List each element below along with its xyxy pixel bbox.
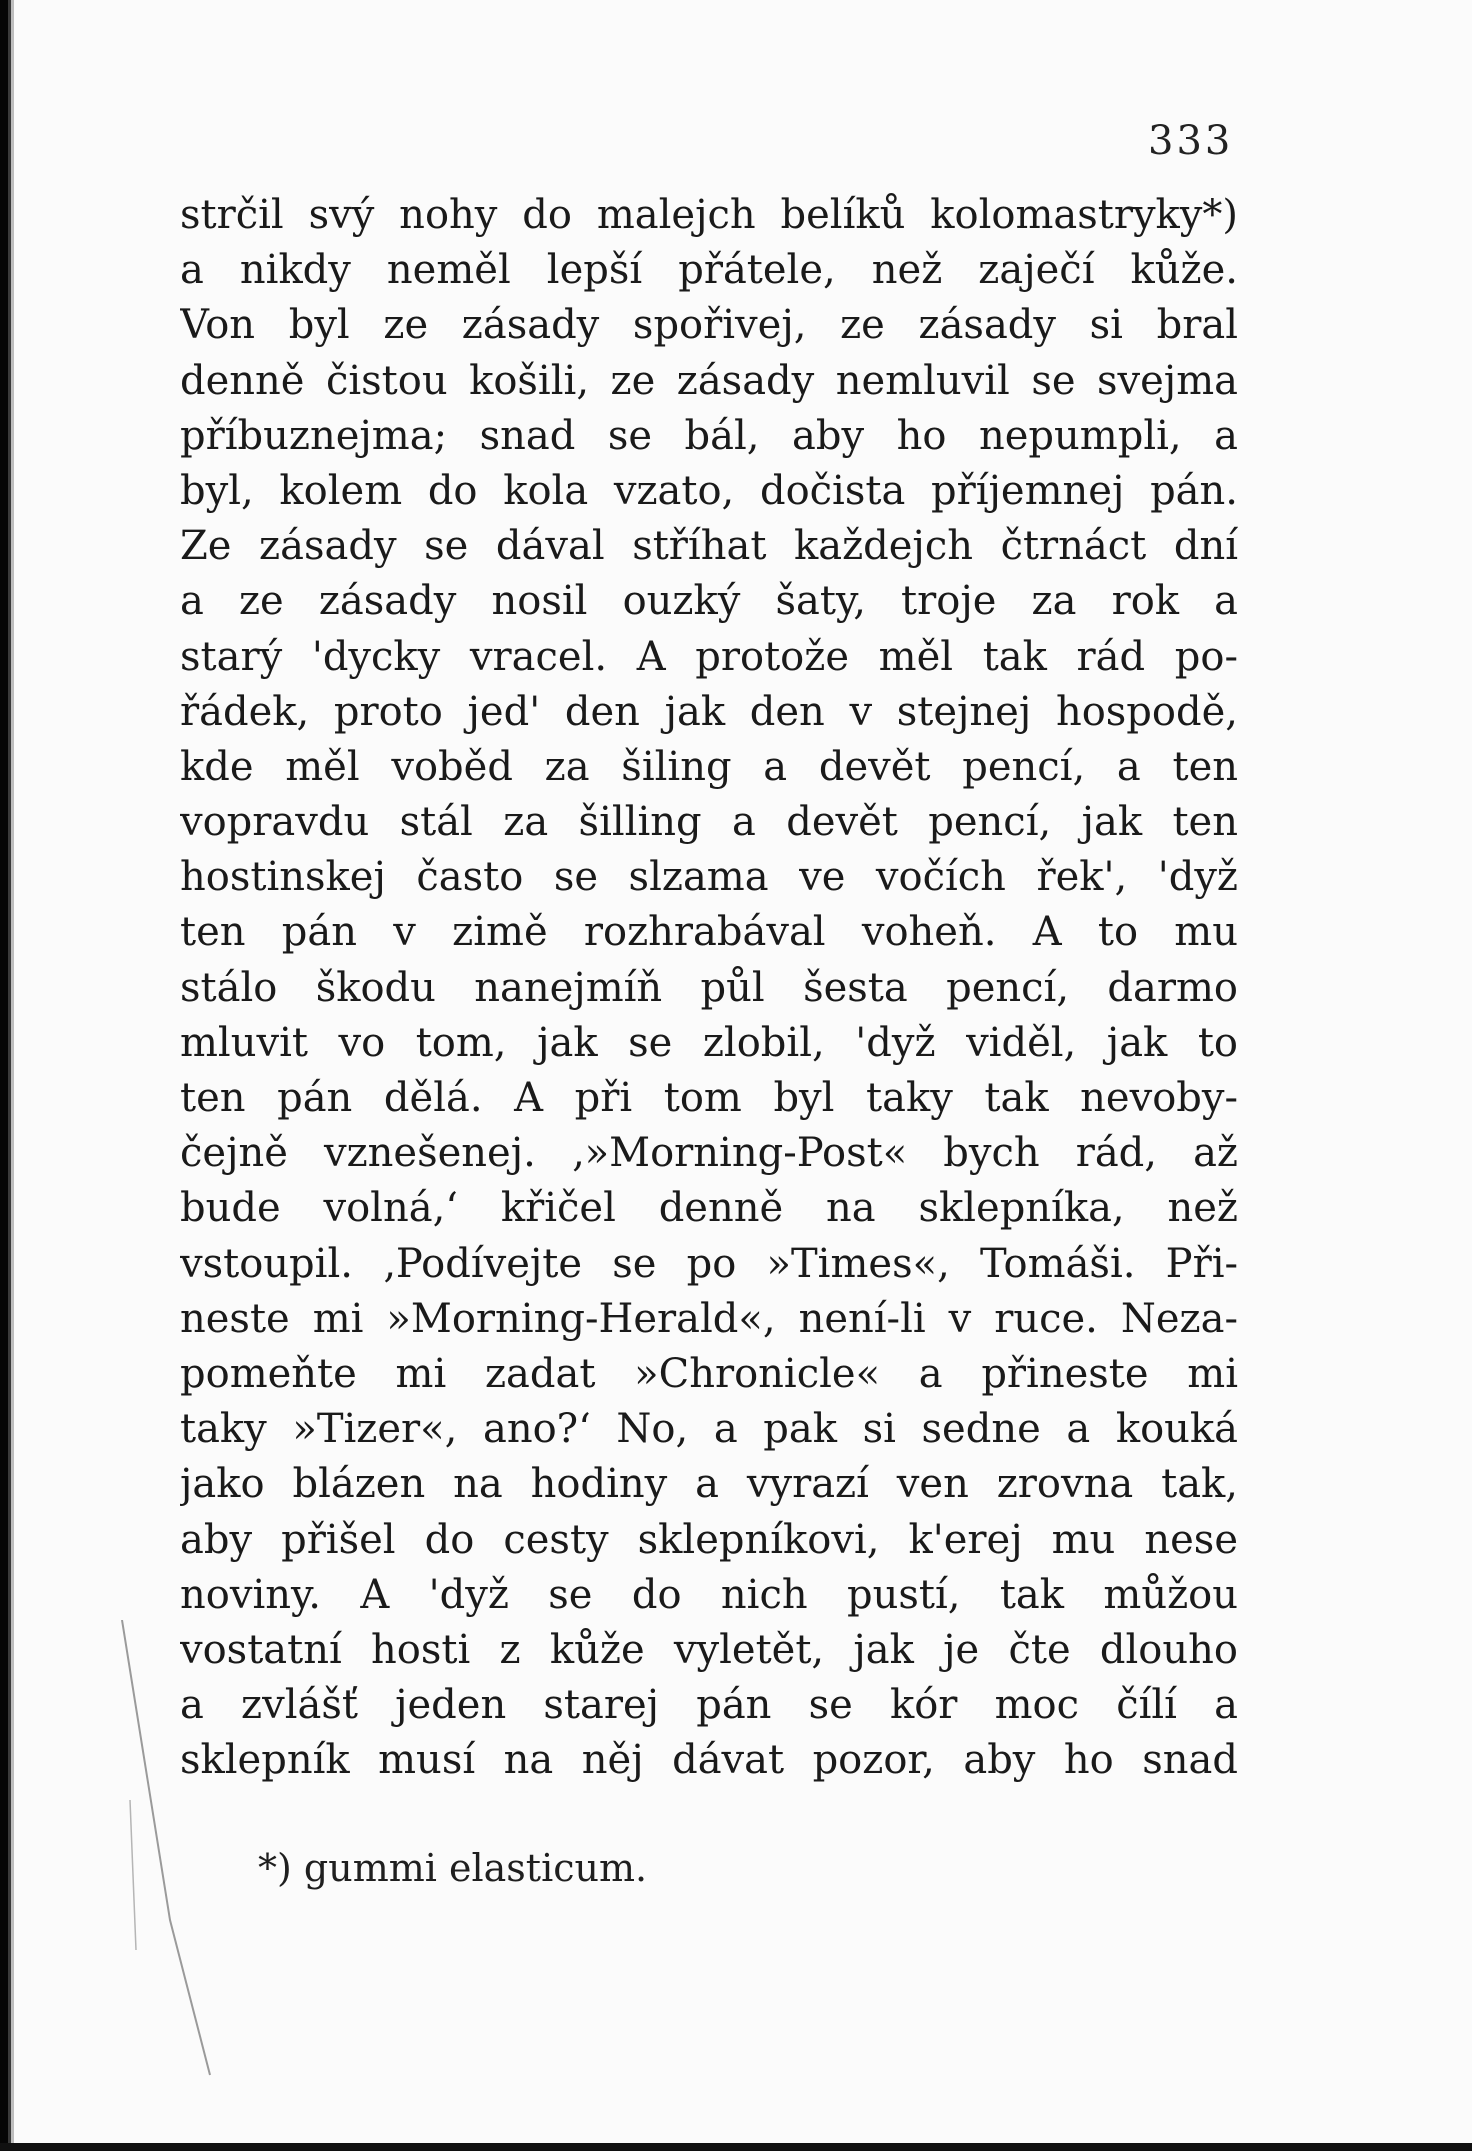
text-line: příbuznejma; snad se bál, aby ho nepumpli, a — [180, 412, 1238, 459]
text-line: a ze zásady nosil ouzký šaty, troje za rok a — [180, 578, 1238, 625]
text-line: řádek, proto jed' den jak den v stejnej hospodě, — [180, 688, 1238, 735]
text-line: vopravdu stál za šilling a devět pencí, jak ten — [180, 799, 1238, 846]
text-line: jako blázen na hodiny a vyrazí ven zrovna tak, — [180, 1461, 1238, 1508]
text-line: stálo škodu nanejmíň půl šesta pencí, darmo — [180, 964, 1238, 1011]
footnote: *) gummi elasticum. — [258, 1846, 648, 1890]
text-line: Ze zásady se dával stříhat každejch čtrnáct dní — [180, 523, 1238, 570]
text-line: ten pán dělá. A při tom byl taky tak nevoby- — [180, 1075, 1238, 1121]
text-line: starý 'dycky vracel. A protože měl tak rád po- — [180, 633, 1238, 680]
text-line: mluvit vo tom, jak se zlobil, 'dyž viděl, jak to — [180, 1019, 1238, 1066]
text-line: neste mi »Morning-Herald«, není-li v ruce. Neza- — [180, 1295, 1238, 1342]
text-line: vostatní hosti z kůže vyletět, jak je čte dlouho — [180, 1626, 1238, 1673]
text-line: strčil svý nohy do malejch belíků kolomastryky*) — [180, 192, 1238, 238]
text-line: aby přišel do cesty sklepníkovi, k'erej mu nese — [180, 1516, 1238, 1563]
page-number: 333 — [1148, 118, 1234, 164]
text-line: vstoupil. ‚Podívejte se po »Times«, Tomáši. Při- — [180, 1240, 1238, 1287]
text-line: kde měl voběd za šiling a devět pencí, a ten — [180, 743, 1238, 790]
text-line: hostinskej často se slzama ve vočích řek', 'dyž — [180, 854, 1238, 901]
text-line: ten pán v zimě rozhrabával voheň. A to mu — [180, 909, 1238, 956]
page-bottom-edge — [0, 2143, 1472, 2151]
text-line: pomeňte mi zadat »Chronicle« a přineste mi — [180, 1350, 1238, 1397]
book-binding-edge — [0, 0, 14, 2151]
text-line: denně čistou košili, ze zásady nemluvil se svejma — [180, 357, 1238, 404]
scan-fold-mark — [110, 1620, 220, 2080]
body-text — [180, 188, 1238, 1788]
text-line: a nikdy neměl lepší přátele, než zaječí kůže. — [180, 247, 1238, 294]
text-line: čejně vznešenej. ‚»Morning-Post« bych rád, až — [180, 1130, 1238, 1177]
text-line: byl, kolem do kola vzato, dočista příjemnej pán. — [180, 467, 1238, 514]
text-line: a zvlášť jeden starej pán se kór moc čílí a — [180, 1682, 1238, 1729]
text-line: Von byl ze zásady spořivej, ze zásady si bral — [180, 302, 1238, 349]
text-line: taky »Tizer«, ano?‘ No, a pak si sedne a kouká — [180, 1406, 1238, 1453]
text-line: noviny. A 'dyž se do nich pustí, tak můžou — [180, 1571, 1238, 1618]
text-line: bude volná,‘ křičel denně na sklepníka, než — [180, 1185, 1238, 1232]
text-line: sklepník musí na něj dávat pozor, aby ho snad — [180, 1737, 1238, 1784]
